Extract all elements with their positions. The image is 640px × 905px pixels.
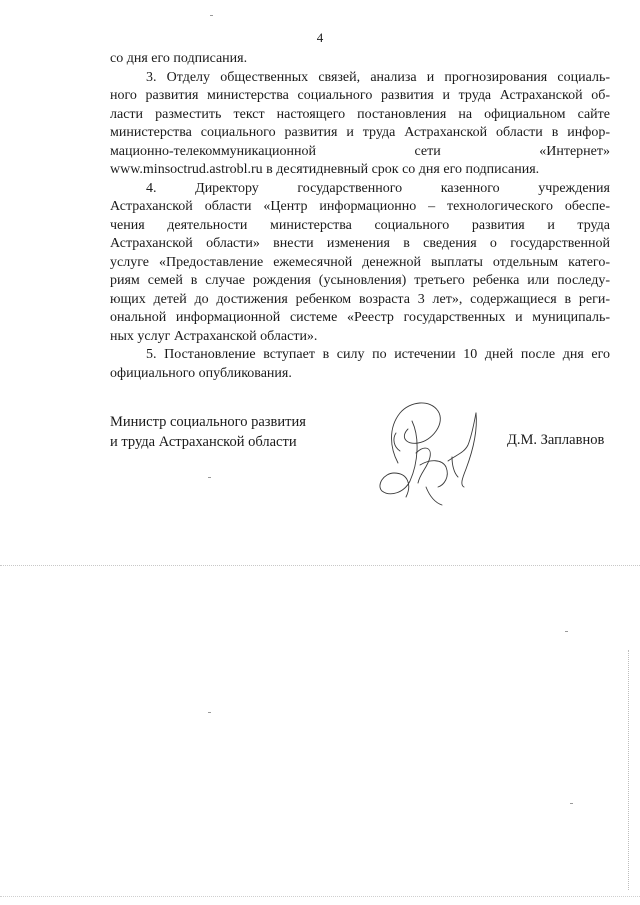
text-line: ющих детей до достижения ребенком возраста 3 лет», содержащиеся в реги- bbox=[110, 291, 610, 307]
page-number: 4 bbox=[316, 30, 324, 45]
scan-artifact-line bbox=[0, 565, 640, 568]
text-line: министерства социального развития и труда Астраханской области в инфор- bbox=[110, 125, 610, 140]
text-line: 3. Отделу общественных связей, анализа и прогнозирования социаль- bbox=[146, 69, 610, 85]
text-line: ного развития министерства социального развития и труда Астраханской об- bbox=[110, 88, 610, 103]
text-line: чения деятельности министерства социального развития и труда bbox=[110, 217, 610, 233]
signer-position-line-1: Министр социального развития bbox=[110, 414, 306, 430]
scan-edge-artifact bbox=[628, 650, 630, 890]
text-line: услуге «Предоставление ежемесячной денежной выплаты отдельным катего- bbox=[110, 254, 610, 270]
text-line: 4. Директору государственного казенного учреждения bbox=[146, 180, 610, 196]
text-line: ных услуг Астраханской области». bbox=[110, 328, 318, 344]
text-line: www.minsoctrud.astrobl.ru в десятидневный срок со дня его подписания. bbox=[110, 162, 540, 177]
paragraph-3 bbox=[110, 69, 610, 180]
handwritten-signature bbox=[360, 393, 500, 513]
paragraph-5 bbox=[110, 346, 610, 383]
paragraph-4 bbox=[110, 180, 610, 347]
text-line: ональной информационной системе «Реестр государственных и муниципаль- bbox=[110, 310, 610, 325]
signer-position-line-2: и труда Астраханской области bbox=[110, 434, 297, 450]
signer-position bbox=[110, 412, 306, 452]
signer-name: Д.М. Заплавнов bbox=[507, 432, 605, 448]
text-line: риям семей в случае рождения (усыновления) третьего ребенка или последу- bbox=[110, 273, 610, 288]
text-line: мационно-телекоммуникационной сети «Интернет» bbox=[110, 143, 610, 159]
scan-artifact-line bbox=[0, 896, 640, 899]
scan-speck bbox=[570, 803, 573, 804]
text-line: официального опубликования. bbox=[110, 365, 292, 381]
scan-speck bbox=[208, 712, 211, 713]
scan-speck bbox=[208, 477, 211, 478]
scan-speck bbox=[565, 631, 568, 632]
text-line: Астраханской области «Центр информационно – технологического обеспе- bbox=[110, 199, 610, 214]
text-line: Астраханской области» внести изменения в сведения о государственной bbox=[110, 236, 610, 251]
text-line: 5. Постановление вступает в силу по истечении 10 дней после дня его bbox=[146, 347, 610, 362]
text-line: со дня его подписания. bbox=[110, 51, 248, 66]
document-body bbox=[110, 50, 610, 383]
text-line: ласти разместить текст настоящего постановления на официальном сайте bbox=[110, 106, 610, 122]
scan-speck bbox=[210, 15, 213, 16]
